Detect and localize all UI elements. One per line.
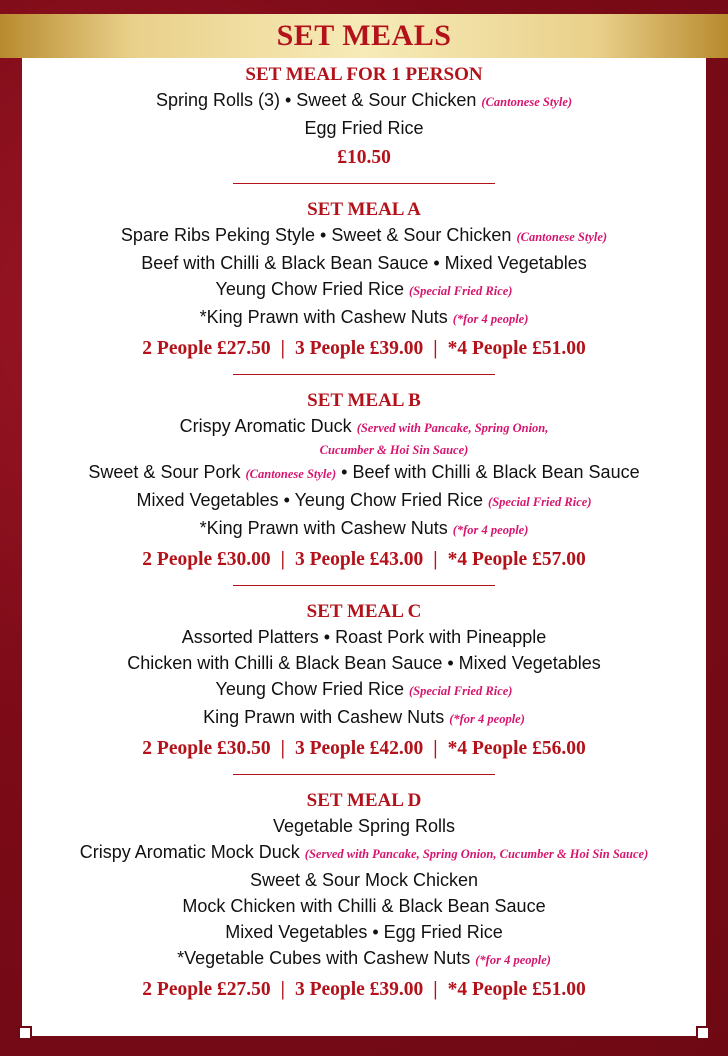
menu-line [0, 276, 728, 304]
dish-text: *King Prawn with Cashew Nuts [199, 307, 448, 327]
divider [233, 774, 495, 775]
meal-title: SET MEAL A [307, 199, 421, 220]
menu-content [0, 60, 728, 1019]
price-separator: | [433, 738, 438, 759]
header-banner [0, 14, 728, 58]
meal-title: SET MEAL FOR 1 PERSON [245, 64, 483, 85]
dish-note: (Cantonese Style) [516, 230, 608, 244]
menu-line [0, 459, 728, 487]
page-title: SET MEALS [276, 19, 452, 52]
dish-note: (*for 4 people) [449, 712, 525, 726]
price-3-people: 3 People £39.00 [294, 338, 424, 359]
dish-note: (*for 4 people) [452, 523, 529, 537]
price: £10.50 [337, 147, 391, 168]
menu-line [0, 413, 728, 441]
dish-text: Yeung Chow Fried Rice [215, 279, 404, 299]
dish-text: Sweet & Sour Mock Chicken [249, 870, 479, 890]
dish-text: Crispy Aromatic Duck [179, 416, 352, 436]
price-row [0, 734, 728, 764]
price-3-people: 3 People £43.00 [294, 549, 424, 570]
price-2-people: 2 People £27.50 [142, 338, 271, 359]
price-separator: | [433, 979, 438, 1000]
price-3-people: 3 People £42.00 [294, 738, 424, 759]
price-2-people: 2 People £27.50 [142, 979, 271, 1000]
dish-text: Spring Rolls (3) • Sweet & Sour Chicken [155, 90, 477, 110]
dish-text: Beef with Chilli & Black Bean Sauce • Mixed Vegetables [141, 253, 587, 273]
dish-note: (Cantonese Style) [245, 467, 337, 481]
price-row [0, 975, 728, 1005]
menu-line [0, 222, 728, 250]
price-3-people: 3 People £39.00 [294, 979, 424, 1000]
price-separator: | [280, 338, 285, 359]
dish-text: Assorted Platters • Roast Pork with Pineapple [181, 627, 547, 647]
dish-note: (Served with Pancake, Spring Onion, Cucumber & Hoi Sin Sauce) [304, 847, 649, 861]
dish-text: Vegetable Spring Rolls [272, 816, 456, 836]
dish-text: Spare Ribs Peking Style • Sweet & Sour Chicken [120, 225, 512, 245]
dish-note: (Served with Pancake, Spring Onion, [356, 421, 549, 435]
price-separator: | [433, 338, 438, 359]
price-4-people: *4 People £57.00 [447, 549, 586, 570]
menu-line [0, 304, 728, 332]
dish-text: • Beef with Chilli & Black Bean Sauce [341, 462, 640, 482]
price-separator: | [280, 738, 285, 759]
set-meal-1-person [0, 63, 728, 184]
dish-text: Sweet & Sour Pork [88, 462, 241, 482]
price-separator: | [433, 549, 438, 570]
dish-note: (Cantonese Style) [481, 95, 573, 109]
dish-text: *Vegetable Cubes with Cashew Nuts [177, 948, 471, 968]
dish-text: Crispy Aromatic Mock Duck [79, 842, 300, 862]
dish-text: Mock Chicken with Chilli & Black Bean Sauce [182, 896, 546, 916]
price-4-people: *4 People £51.00 [447, 979, 586, 1000]
dish-text: Mixed Vegetables • Yeung Chow Fried Rice [136, 490, 484, 510]
divider [233, 585, 495, 586]
meal-title: SET MEAL D [306, 790, 422, 811]
corner-ornament [696, 1026, 710, 1040]
price-2-people: 2 People £30.50 [142, 738, 271, 759]
dish-note: (Special Fried Rice) [409, 684, 513, 698]
set-meal-b [0, 389, 728, 586]
dish-text: Mixed Vegetables • Egg Fried Rice [225, 922, 503, 942]
menu-line [0, 704, 728, 732]
corner-ornament [18, 1026, 32, 1040]
dish-text: Chicken with Chilli & Black Bean Sauce • Mixed Vegetables [127, 653, 601, 673]
dish-text: King Prawn with Cashew Nuts [203, 707, 445, 727]
divider [233, 374, 495, 375]
price-row [0, 545, 728, 575]
price-4-people: *4 People £56.00 [447, 738, 586, 759]
price-separator: | [280, 549, 285, 570]
menu-line [0, 515, 728, 543]
dish-note: Cucumber & Hoi Sin Sauce) [319, 443, 469, 457]
menu-line [0, 676, 728, 704]
set-meal-d [0, 789, 728, 1005]
meal-title: SET MEAL B [307, 390, 421, 411]
dish-text: *King Prawn with Cashew Nuts [199, 518, 448, 538]
price-4-people: *4 People £51.00 [447, 338, 586, 359]
price-2-people: 2 People £30.00 [142, 549, 271, 570]
dish-note: (Special Fried Rice) [488, 495, 592, 509]
dish-text: Egg Fried Rice [304, 118, 424, 138]
price-separator: | [280, 979, 285, 1000]
menu-line [0, 945, 728, 973]
price-row [0, 334, 728, 364]
set-meal-a [0, 198, 728, 375]
dish-text: Yeung Chow Fried Rice [215, 679, 404, 699]
dish-note: (*for 4 people) [452, 312, 529, 326]
menu-line [0, 487, 728, 515]
menu-line [0, 87, 728, 115]
dish-note: (*for 4 people) [475, 953, 551, 967]
set-meal-c [0, 600, 728, 775]
meal-title: SET MEAL C [306, 601, 422, 622]
divider [233, 183, 495, 184]
menu-line [0, 839, 728, 867]
menu-line [0, 439, 728, 459]
dish-note: (Special Fried Rice) [409, 284, 513, 298]
